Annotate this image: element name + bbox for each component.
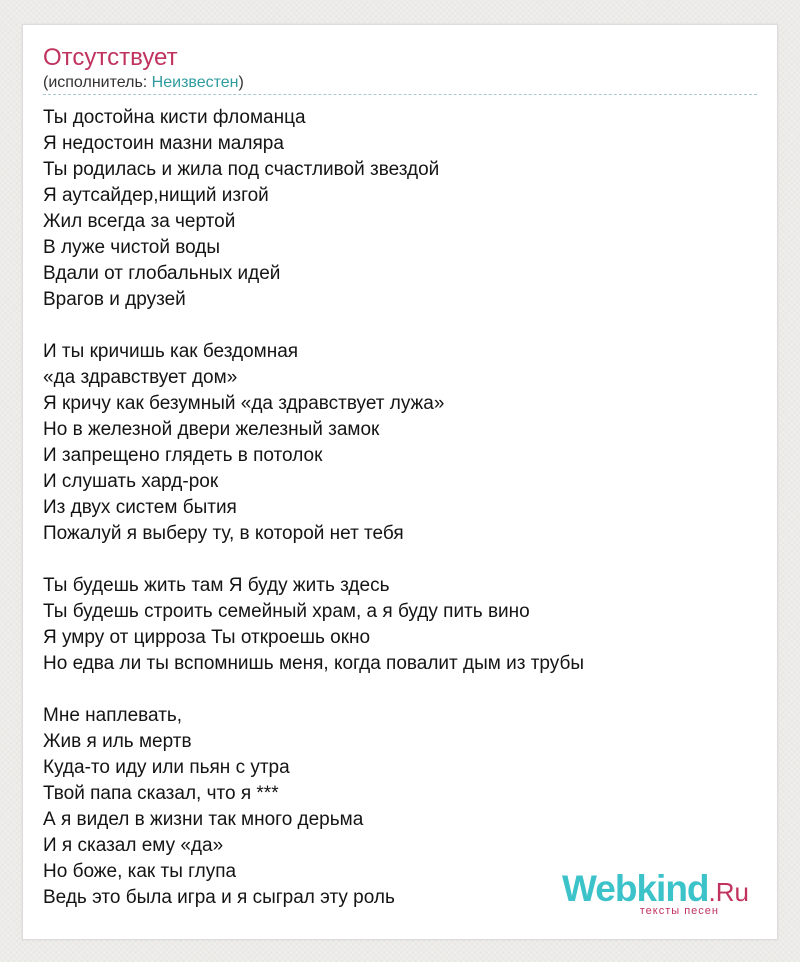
lyrics-stanza <box>43 105 759 313</box>
lyric-line: Но в железной двери железный замок <box>43 419 380 440</box>
logo-tld: .Ru <box>708 877 749 907</box>
lyric-line: Твой папа сказал, что я *** <box>43 783 279 804</box>
lyric-line: В луже чистой воды <box>43 237 221 258</box>
lyric-line: Вдали от глобальных идей <box>43 263 281 284</box>
lyric-line: И ты кричишь как бездомная <box>43 341 299 362</box>
lyric-line: Я недостоин мазни маляра <box>43 133 284 154</box>
lyrics-card <box>22 24 778 940</box>
lyric-line: И слушать хард-рок <box>43 471 219 492</box>
lyrics-body <box>43 105 759 937</box>
lyric-line: Куда-то иду или пьян с утра <box>43 757 290 778</box>
lyric-line: Пожалуй я выберу ту, в которой нет тебя <box>43 523 404 544</box>
lyric-line: Из двух систем бытия <box>43 497 237 518</box>
site-logo[interactable] <box>562 870 749 917</box>
lyric-line: Ты родилась и жила под счастливой звездой <box>43 159 440 180</box>
lyrics-stanza <box>43 339 759 547</box>
lyric-line: Врагов и друзей <box>43 289 186 310</box>
lyric-line: «да здравствует дом» <box>43 367 238 388</box>
artist-prefix: (исполнитель: <box>43 74 152 91</box>
lyrics-stanza <box>43 573 759 677</box>
song-title: Отсутствует <box>43 44 178 71</box>
artist-link[interactable]: Неизвестен <box>151 74 239 91</box>
artist-line <box>43 73 244 93</box>
lyric-line: Жив я иль мертв <box>43 731 192 752</box>
lyric-line: Но боже, как ты глупа <box>43 861 237 882</box>
lyric-line: Ты будешь строить семейный храм, а я буду пить вино <box>43 601 530 622</box>
lyric-line: А я видел в жизни так много дерьма <box>43 809 364 830</box>
lyric-line: Ведь это была игра и я сыграл эту роль <box>43 887 395 908</box>
lyric-line: Ты будешь жить там Я буду жить здесь <box>43 575 390 596</box>
lyric-line: Я умру от цирроза Ты откроешь окно <box>43 627 371 648</box>
lyric-line: Мне наплевать, <box>43 705 183 726</box>
lyric-line: И я сказал ему «да» <box>43 835 224 856</box>
lyric-line: Жил всегда за чертой <box>43 211 236 232</box>
lyric-line: Но едва ли ты вспомнишь меня, когда повалит дым из трубы <box>43 653 585 674</box>
lyric-line: Я кричу как безумный «да здравствует лужа» <box>43 393 445 414</box>
lyric-line: И запрещено глядеть в потолок <box>43 445 323 466</box>
logo-name: Webkind <box>562 868 709 909</box>
logo-tagline: тексты песен <box>639 905 719 917</box>
title-divider <box>43 94 757 95</box>
lyric-line: Ты достойна кисти фломанца <box>43 107 306 128</box>
lyric-line: Я аутсайдер,нищий изгой <box>43 185 269 206</box>
artist-suffix: ) <box>238 74 244 91</box>
